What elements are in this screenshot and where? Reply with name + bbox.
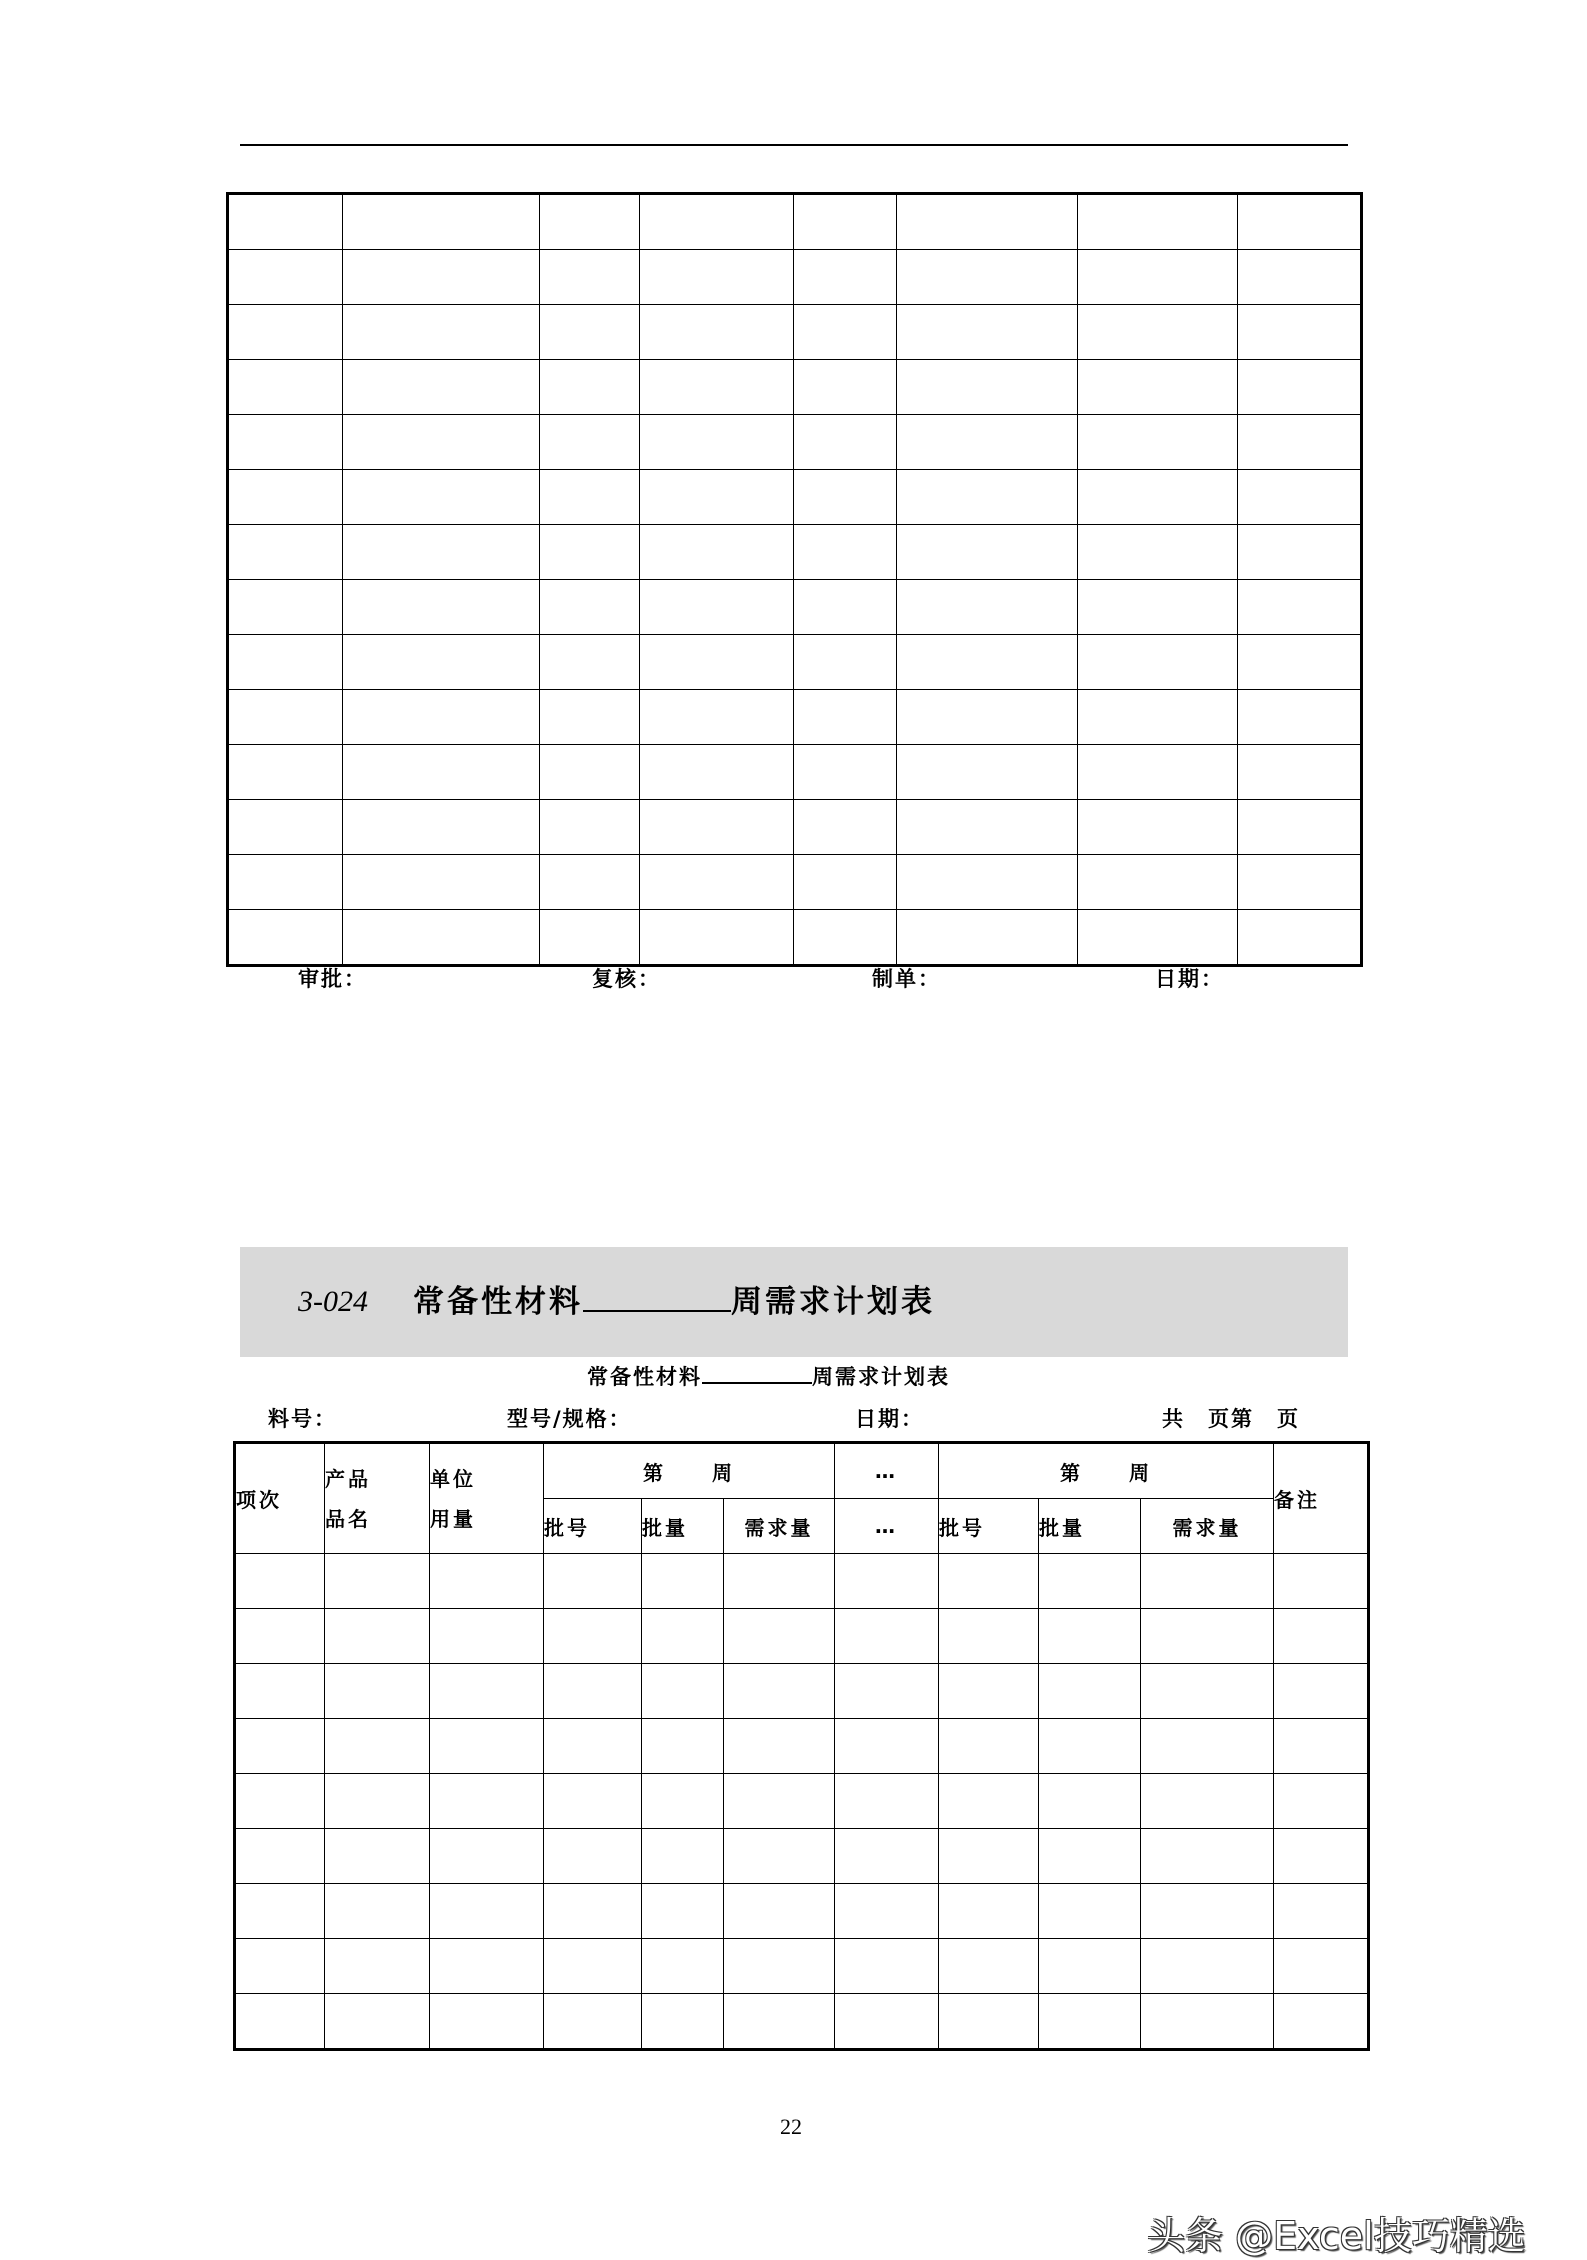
table-cell[interactable]: [1274, 1994, 1369, 2050]
table-cell[interactable]: [794, 580, 897, 635]
table-cell[interactable]: [724, 1774, 835, 1829]
table-cell[interactable]: [544, 1774, 642, 1829]
table-cell[interactable]: [1039, 1829, 1141, 1884]
table-cell[interactable]: [642, 1664, 724, 1719]
table-cell[interactable]: [1274, 1664, 1369, 1719]
table-cell[interactable]: [835, 1884, 939, 1939]
table-cell[interactable]: [343, 745, 540, 800]
table-cell[interactable]: [343, 360, 540, 415]
header-demand-qty-2: 需求量: [1141, 1499, 1274, 1554]
table-cell[interactable]: [897, 415, 1078, 470]
table-cell[interactable]: [939, 1829, 1039, 1884]
table-cell[interactable]: [897, 690, 1078, 745]
table-cell[interactable]: [544, 1719, 642, 1774]
table-cell[interactable]: [794, 415, 897, 470]
table-cell[interactable]: [835, 1829, 939, 1884]
table-row: [228, 635, 1362, 690]
table-cell[interactable]: [1039, 1554, 1141, 1609]
table-cell[interactable]: [430, 1664, 544, 1719]
table-cell[interactable]: [228, 635, 343, 690]
table-cell[interactable]: [235, 1774, 325, 1829]
table-cell[interactable]: [1078, 745, 1238, 800]
table-cell[interactable]: [642, 1939, 724, 1994]
table-row: [228, 470, 1362, 525]
table-cell[interactable]: [897, 194, 1078, 250]
table-cell[interactable]: [1078, 525, 1238, 580]
table-cell[interactable]: [794, 855, 897, 910]
table-cell[interactable]: [544, 1994, 642, 2050]
table-cell[interactable]: [1238, 305, 1362, 360]
table-cell[interactable]: [835, 1994, 939, 2050]
table-cell[interactable]: [640, 580, 794, 635]
table-cell[interactable]: [640, 800, 794, 855]
table-cell[interactable]: [540, 910, 640, 966]
table-cell[interactable]: [897, 745, 1078, 800]
table-row: [228, 855, 1362, 910]
table-row: [228, 580, 1362, 635]
table-cell[interactable]: [540, 305, 640, 360]
section-code: 3-024: [298, 1285, 368, 1318]
header-product-name: [325, 1443, 430, 1554]
table-cell[interactable]: [794, 360, 897, 415]
table-cell[interactable]: [1078, 415, 1238, 470]
table-row: [228, 305, 1362, 360]
table-cell[interactable]: [228, 855, 343, 910]
table-cell[interactable]: [228, 470, 343, 525]
table-cell[interactable]: [235, 1939, 325, 1994]
table-cell[interactable]: [1078, 855, 1238, 910]
table-cell[interactable]: [325, 1664, 430, 1719]
table-cell[interactable]: [228, 690, 343, 745]
table-cell[interactable]: [1238, 580, 1362, 635]
table-cell[interactable]: [343, 250, 540, 305]
table-cell[interactable]: [235, 1719, 325, 1774]
table-cell[interactable]: [640, 525, 794, 580]
table-cell[interactable]: [540, 580, 640, 635]
page-count-label: 共 页第 页: [1162, 1407, 1300, 1431]
table-cell[interactable]: [1238, 360, 1362, 415]
table-cell[interactable]: [1141, 1554, 1274, 1609]
header-batch-qty: 批量: [642, 1499, 724, 1554]
header-product-name-line1: 产品: [325, 1466, 371, 1491]
header-product-name-line2: 品名: [325, 1506, 371, 1531]
table-row: [235, 1939, 1369, 1994]
table-row: [228, 250, 1362, 305]
table-cell[interactable]: [1238, 745, 1362, 800]
table-cell[interactable]: [794, 305, 897, 360]
table-cell[interactable]: [897, 360, 1078, 415]
table-cell[interactable]: [540, 745, 640, 800]
table-cell[interactable]: [939, 1719, 1039, 1774]
table-cell[interactable]: [642, 1774, 724, 1829]
table-cell[interactable]: [1274, 1939, 1369, 1994]
table-cell[interactable]: [897, 800, 1078, 855]
table-cell[interactable]: [794, 525, 897, 580]
table-cell[interactable]: [794, 635, 897, 690]
section-title: [413, 1284, 935, 1320]
table-cell[interactable]: [430, 1719, 544, 1774]
table-cell[interactable]: [939, 1884, 1039, 1939]
header-demand-qty: 需求量: [724, 1499, 835, 1554]
table-row: [228, 194, 1362, 250]
table-row: [235, 1829, 1369, 1884]
table-cell[interactable]: [794, 690, 897, 745]
table-cell[interactable]: [1238, 635, 1362, 690]
table-cell[interactable]: [724, 1609, 835, 1664]
material-no-label: 料号：: [268, 1407, 337, 1431]
table-cell[interactable]: [1039, 1609, 1141, 1664]
table-cell[interactable]: [325, 1774, 430, 1829]
table-cell[interactable]: [544, 1609, 642, 1664]
table-cell[interactable]: [540, 690, 640, 745]
weekly-demand-plan-table: [233, 1441, 1370, 2051]
header-batch-no-2: 批号: [939, 1499, 1039, 1554]
table-cell[interactable]: [1238, 800, 1362, 855]
watermark: 头条 @Excel技巧精选: [1147, 2214, 1526, 2258]
table-cell[interactable]: [640, 690, 794, 745]
table-cell[interactable]: [642, 1609, 724, 1664]
table-row: [228, 745, 1362, 800]
table-cell[interactable]: [235, 1609, 325, 1664]
table-row: [228, 800, 1362, 855]
table-cell[interactable]: [1141, 1829, 1274, 1884]
table-cell[interactable]: [1141, 1884, 1274, 1939]
table-cell[interactable]: [642, 1829, 724, 1884]
table-cell[interactable]: [544, 1884, 642, 1939]
table-cell[interactable]: [640, 745, 794, 800]
form-subtitle-prefix: 常备性材料: [587, 1365, 702, 1389]
table-cell[interactable]: [724, 1994, 835, 2050]
table-cell[interactable]: [430, 1554, 544, 1609]
header-unit-usage: [430, 1443, 544, 1554]
signature-review: 复核：: [592, 967, 661, 991]
table-cell[interactable]: [835, 1774, 939, 1829]
table-cell[interactable]: [1238, 910, 1362, 966]
header-unit-usage-line1: 单位: [430, 1466, 476, 1491]
table-cell[interactable]: [1078, 580, 1238, 635]
table-cell[interactable]: [640, 305, 794, 360]
table-row: [235, 1884, 1369, 1939]
table-cell[interactable]: [1274, 1774, 1369, 1829]
signature-prepared: 制单：: [872, 967, 941, 991]
table-cell[interactable]: [1274, 1829, 1369, 1884]
table-cell[interactable]: [343, 690, 540, 745]
table-cell[interactable]: [1078, 250, 1238, 305]
table-cell[interactable]: [939, 1939, 1039, 1994]
header-batch-qty-2: 批量: [1039, 1499, 1141, 1554]
table-cell[interactable]: [430, 1829, 544, 1884]
table-cell[interactable]: [1274, 1609, 1369, 1664]
table-cell[interactable]: [343, 635, 540, 690]
table-cell[interactable]: [343, 910, 540, 966]
table-row: [235, 1719, 1369, 1774]
table-cell[interactable]: [724, 1884, 835, 1939]
header-rule: [240, 144, 1348, 146]
section-title-suffix: 周需求计划表: [731, 1284, 935, 1320]
table-cell[interactable]: [724, 1939, 835, 1994]
table-cell[interactable]: [640, 470, 794, 525]
table-cell[interactable]: [430, 1609, 544, 1664]
table-cell[interactable]: [724, 1719, 835, 1774]
table-row: [228, 415, 1362, 470]
date-label: 日期：: [855, 1407, 924, 1431]
table-cell[interactable]: [1274, 1719, 1369, 1774]
table-cell[interactable]: [835, 1939, 939, 1994]
table-cell[interactable]: [228, 250, 343, 305]
table-cell[interactable]: [544, 1829, 642, 1884]
table-cell[interactable]: [228, 305, 343, 360]
table-cell[interactable]: [540, 855, 640, 910]
table-cell[interactable]: [325, 1554, 430, 1609]
table-cell[interactable]: [1078, 305, 1238, 360]
table-cell[interactable]: [343, 800, 540, 855]
table-row: [228, 525, 1362, 580]
table-row: [228, 360, 1362, 415]
table-cell[interactable]: [325, 1994, 430, 2050]
table-cell[interactable]: [897, 525, 1078, 580]
form-subtitle-suffix: 周需求计划表: [812, 1365, 950, 1389]
signature-date: 日期：: [1155, 967, 1224, 991]
table-cell[interactable]: [724, 1554, 835, 1609]
header-ellipsis: …: [835, 1443, 939, 1499]
table-cell[interactable]: [794, 194, 897, 250]
table-row: [235, 1774, 1369, 1829]
table-row: [235, 1609, 1369, 1664]
form-subtitle: [587, 1364, 950, 1390]
table-cell[interactable]: [235, 1884, 325, 1939]
table-cell[interactable]: [1078, 635, 1238, 690]
table-cell[interactable]: [794, 800, 897, 855]
table-cell[interactable]: [540, 470, 640, 525]
table-cell[interactable]: [835, 1554, 939, 1609]
table-cell[interactable]: [640, 910, 794, 966]
table-cell[interactable]: [540, 194, 640, 250]
table-cell[interactable]: [1238, 855, 1362, 910]
header-remarks: 备注: [1274, 1443, 1369, 1554]
table-cell[interactable]: [325, 1609, 430, 1664]
table-cell[interactable]: [235, 1664, 325, 1719]
page-number: 22: [780, 2114, 802, 2139]
header-batch-no: 批号: [544, 1499, 642, 1554]
table-cell[interactable]: [343, 855, 540, 910]
table-cell[interactable]: [325, 1829, 430, 1884]
table-cell[interactable]: [235, 1829, 325, 1884]
table-cell[interactable]: [640, 194, 794, 250]
section-title-blank[interactable]: [583, 1310, 731, 1312]
table-cell[interactable]: [642, 1994, 724, 2050]
table-cell[interactable]: [897, 910, 1078, 966]
table-cell[interactable]: [939, 1994, 1039, 2050]
table-row: [235, 1664, 1369, 1719]
table-cell[interactable]: [897, 305, 1078, 360]
table-cell[interactable]: [540, 360, 640, 415]
table-cell[interactable]: [1039, 1884, 1141, 1939]
table-cell[interactable]: [835, 1609, 939, 1664]
signature-approve: 审批：: [298, 967, 367, 991]
table-cell[interactable]: [794, 250, 897, 305]
table-cell[interactable]: [325, 1939, 430, 1994]
table-cell[interactable]: [939, 1664, 1039, 1719]
table-cell[interactable]: [235, 1994, 325, 2050]
table-cell[interactable]: [1078, 800, 1238, 855]
table-cell[interactable]: [1141, 1664, 1274, 1719]
table-cell[interactable]: [897, 635, 1078, 690]
section-title-prefix: 常备性材料: [413, 1284, 583, 1320]
table-cell[interactable]: [939, 1774, 1039, 1829]
table-cell[interactable]: [540, 800, 640, 855]
table-cell[interactable]: [642, 1884, 724, 1939]
table-cell[interactable]: [228, 580, 343, 635]
table-cell[interactable]: [640, 250, 794, 305]
table-cell[interactable]: [794, 910, 897, 966]
table-cell[interactable]: [228, 360, 343, 415]
table-cell[interactable]: [544, 1939, 642, 1994]
table-cell[interactable]: [1141, 1609, 1274, 1664]
table-cell[interactable]: [343, 194, 540, 250]
blank-form-table: [226, 192, 1363, 967]
table-cell[interactable]: [430, 1774, 544, 1829]
table-cell[interactable]: [1039, 1939, 1141, 1994]
table-cell[interactable]: [430, 1994, 544, 2050]
table-cell[interactable]: [835, 1664, 939, 1719]
table-cell[interactable]: [1238, 470, 1362, 525]
table-cell[interactable]: [228, 745, 343, 800]
table-cell[interactable]: [1039, 1719, 1141, 1774]
table-cell[interactable]: [228, 415, 343, 470]
table-cell[interactable]: [544, 1664, 642, 1719]
table-cell[interactable]: [1141, 1719, 1274, 1774]
table-cell[interactable]: [544, 1554, 642, 1609]
table-cell[interactable]: [540, 635, 640, 690]
header-week-group-1: 第 周: [544, 1443, 835, 1499]
table-cell[interactable]: [640, 635, 794, 690]
model-spec-label: 型号/规格：: [507, 1407, 632, 1431]
form-subtitle-blank[interactable]: [702, 1382, 812, 1384]
table-cell[interactable]: [343, 470, 540, 525]
table-cell[interactable]: [343, 415, 540, 470]
table-cell[interactable]: [325, 1719, 430, 1774]
table-cell[interactable]: [228, 194, 343, 250]
table-cell[interactable]: [1238, 250, 1362, 305]
table-cell[interactable]: [1078, 360, 1238, 415]
table-cell[interactable]: [1078, 690, 1238, 745]
table-cell[interactable]: [897, 855, 1078, 910]
table-cell[interactable]: [540, 250, 640, 305]
header-week-group-2: 第 周: [939, 1443, 1274, 1499]
table-cell[interactable]: [939, 1554, 1039, 1609]
table-cell[interactable]: [1039, 1774, 1141, 1829]
header-item: 项次: [235, 1443, 325, 1554]
table-cell[interactable]: [640, 415, 794, 470]
table-cell[interactable]: [1238, 415, 1362, 470]
table-cell[interactable]: [1141, 1939, 1274, 1994]
table-cell[interactable]: [1238, 194, 1362, 250]
table-cell[interactable]: [430, 1884, 544, 1939]
table-cell[interactable]: [1078, 194, 1238, 250]
table-cell[interactable]: [794, 745, 897, 800]
table-cell[interactable]: [1039, 1664, 1141, 1719]
table-row: [235, 1554, 1369, 1609]
table-cell[interactable]: [228, 525, 343, 580]
table-cell[interactable]: [1238, 525, 1362, 580]
header-ellipsis-sub: …: [835, 1499, 939, 1554]
table-cell[interactable]: [1078, 470, 1238, 525]
table-cell[interactable]: [1078, 910, 1238, 966]
table-cell[interactable]: [228, 910, 343, 966]
table-cell[interactable]: [343, 580, 540, 635]
table-cell[interactable]: [897, 580, 1078, 635]
table-cell[interactable]: [1141, 1994, 1274, 2050]
table-cell[interactable]: [1039, 1994, 1141, 2050]
header-unit-usage-line2: 用量: [430, 1506, 476, 1531]
table-cell[interactable]: [640, 360, 794, 415]
table-cell[interactable]: [235, 1554, 325, 1609]
table-cell[interactable]: [1274, 1554, 1369, 1609]
table-row: [235, 1994, 1369, 2050]
table-cell[interactable]: [540, 525, 640, 580]
table-cell[interactable]: [1238, 690, 1362, 745]
table-cell[interactable]: [640, 855, 794, 910]
table-row: [228, 910, 1362, 966]
table-cell[interactable]: [724, 1664, 835, 1719]
table-cell[interactable]: [343, 305, 540, 360]
table-cell[interactable]: [430, 1939, 544, 1994]
table-cell[interactable]: [343, 525, 540, 580]
table-cell[interactable]: [1274, 1884, 1369, 1939]
table-cell[interactable]: [1141, 1774, 1274, 1829]
table-cell[interactable]: [325, 1884, 430, 1939]
table-cell[interactable]: [794, 470, 897, 525]
table-cell[interactable]: [835, 1719, 939, 1774]
table-cell[interactable]: [939, 1609, 1039, 1664]
table-cell[interactable]: [897, 250, 1078, 305]
table-row: [228, 690, 1362, 745]
table-cell[interactable]: [228, 800, 343, 855]
table-cell[interactable]: [897, 470, 1078, 525]
table-cell[interactable]: [540, 415, 640, 470]
table-cell[interactable]: [724, 1829, 835, 1884]
table-cell[interactable]: [642, 1554, 724, 1609]
table-cell[interactable]: [642, 1719, 724, 1774]
